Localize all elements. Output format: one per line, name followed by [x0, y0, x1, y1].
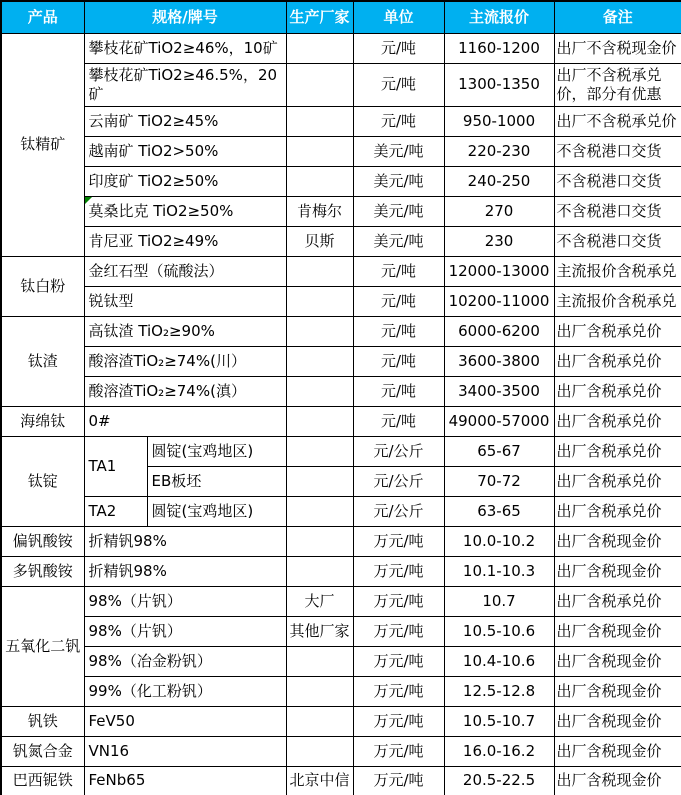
- price-cell: 63-65: [444, 496, 554, 526]
- note-cell: 出厂含税承兑价: [554, 466, 681, 496]
- header-manufacturer: 生产厂家: [286, 1, 353, 33]
- manufacturer-cell: [286, 676, 353, 706]
- manufacturer-cell: [286, 316, 353, 346]
- spec-cell: 99%（化工粉钒）: [84, 676, 286, 706]
- price-cell: 12000-13000: [444, 256, 554, 286]
- spec-cell: 98%（冶金粉钒）: [84, 646, 286, 676]
- note-cell: 主流报价含税承兑: [554, 256, 681, 286]
- note-cell: 主流报价含税承兑: [554, 286, 681, 316]
- table-row: [1, 556, 681, 586]
- note-cell: 不含税港口交货: [554, 226, 681, 256]
- table-row: [1, 616, 681, 646]
- product-cell: 多钒酸铵: [1, 556, 84, 586]
- cell-comment-marker-icon: [85, 197, 92, 204]
- table-row: [1, 226, 681, 256]
- spec-cell: 云南矿 TiO2≥45%: [84, 106, 286, 136]
- note-cell: 出厂含税承兑价: [554, 316, 681, 346]
- grade-cell: TA2: [84, 496, 147, 526]
- manufacturer-cell: [286, 166, 353, 196]
- header-unit: 单位: [353, 1, 444, 33]
- price-cell: 10.1-10.3: [444, 556, 554, 586]
- spec-cell: 98%（片钒）: [84, 586, 286, 616]
- table-row: [1, 646, 681, 676]
- unit-cell: 万元/吨: [353, 646, 444, 676]
- product-cell: 钛白粉: [1, 256, 84, 316]
- table-row: [1, 736, 681, 766]
- spec-cell: 0#: [84, 406, 286, 436]
- manufacturer-cell: [286, 706, 353, 736]
- note-cell: 出厂含税承兑价: [554, 376, 681, 406]
- manufacturer-cell: [286, 106, 353, 136]
- header-price: 主流报价: [444, 1, 554, 33]
- note-cell: 出厂含税现金价: [554, 706, 681, 736]
- price-cell: 220-230: [444, 136, 554, 166]
- table-row: [1, 33, 681, 63]
- price-cell: 10.4-10.6: [444, 646, 554, 676]
- spec-cell: 金红石型（硫酸法）: [84, 256, 286, 286]
- product-cell: 海绵钛: [1, 406, 84, 436]
- spec-cell: 折精钒98%: [84, 526, 286, 556]
- spec-cell: 锐钛型: [84, 286, 286, 316]
- manufacturer-cell: [286, 63, 353, 106]
- note-cell: 出厂含税现金价: [554, 766, 681, 795]
- table-row: [1, 496, 681, 526]
- table-row: [1, 766, 681, 795]
- unit-cell: 元/吨: [353, 316, 444, 346]
- unit-cell: 万元/吨: [353, 616, 444, 646]
- note-cell: 不含税港口交货: [554, 166, 681, 196]
- price-cell: 12.5-12.8: [444, 676, 554, 706]
- note-cell: 出厂含税现金价: [554, 736, 681, 766]
- unit-cell: 元/吨: [353, 286, 444, 316]
- table-row: [1, 406, 681, 436]
- header-note: 备注: [554, 1, 681, 33]
- table-row: [1, 106, 681, 136]
- manufacturer-cell: [286, 646, 353, 676]
- product-cell: 五氧化二钒: [1, 586, 84, 706]
- price-cell: 10200-11000: [444, 286, 554, 316]
- unit-cell: 美元/吨: [353, 226, 444, 256]
- unit-cell: 万元/吨: [353, 736, 444, 766]
- manufacturer-cell: 大厂: [286, 586, 353, 616]
- unit-cell: 美元/吨: [353, 136, 444, 166]
- note-cell: 不含税港口交货: [554, 196, 681, 226]
- manufacturer-cell: [286, 376, 353, 406]
- unit-cell: 万元/吨: [353, 676, 444, 706]
- table-row: [1, 196, 681, 226]
- unit-cell: 万元/吨: [353, 556, 444, 586]
- table-row: [1, 676, 681, 706]
- price-cell: 1160-1200: [444, 33, 554, 63]
- table-row: [1, 166, 681, 196]
- note-cell: 出厂含税承兑价: [554, 496, 681, 526]
- note-cell: 出厂含税承兑价: [554, 346, 681, 376]
- manufacturer-cell: [286, 496, 353, 526]
- price-cell: 950-1000: [444, 106, 554, 136]
- spec-cell: [84, 196, 286, 226]
- manufacturer-cell: [286, 466, 353, 496]
- header-row: [1, 1, 681, 33]
- note-cell: 出厂含税现金价: [554, 646, 681, 676]
- header-spec: 规格/牌号: [84, 1, 286, 33]
- price-cell: 70-72: [444, 466, 554, 496]
- manufacturer-cell: [286, 436, 353, 466]
- unit-cell: 元/吨: [353, 106, 444, 136]
- spec-cell: EB板坯: [147, 466, 286, 496]
- note-cell: 出厂含税承兑价: [554, 586, 681, 616]
- product-cell: 钛精矿: [1, 33, 84, 256]
- note-cell: 出厂不含税承兑价: [554, 106, 681, 136]
- unit-cell: 元/吨: [353, 406, 444, 436]
- price-cell: 270: [444, 196, 554, 226]
- unit-cell: 元/吨: [353, 33, 444, 63]
- table-row: [1, 136, 681, 166]
- note-cell: 出厂含税承兑价: [554, 436, 681, 466]
- manufacturer-cell: [286, 136, 353, 166]
- price-cell: 20.5-22.5: [444, 766, 554, 795]
- table-row: [1, 316, 681, 346]
- price-cell: 16.0-16.2: [444, 736, 554, 766]
- unit-cell: 元/公斤: [353, 466, 444, 496]
- unit-cell: 元/吨: [353, 346, 444, 376]
- manufacturer-cell: 其他厂家: [286, 616, 353, 646]
- manufacturer-cell: 北京中信: [286, 766, 353, 795]
- unit-cell: 元/吨: [353, 256, 444, 286]
- unit-cell: 美元/吨: [353, 166, 444, 196]
- note-cell: 出厂含税现金价: [554, 526, 681, 556]
- manufacturer-cell: [286, 526, 353, 556]
- price-cell: 10.5-10.6: [444, 616, 554, 646]
- price-cell: 49000-57000: [444, 406, 554, 436]
- unit-cell: 元/吨: [353, 63, 444, 106]
- spec-cell: 越南矿 TiO2>50%: [84, 136, 286, 166]
- table-row: [1, 376, 681, 406]
- spec-cell: 酸溶渣TiO₂≥74%(川）: [84, 346, 286, 376]
- product-cell: 钛锭: [1, 436, 84, 526]
- product-cell: 钛渣: [1, 316, 84, 406]
- manufacturer-cell: [286, 33, 353, 63]
- spec-cell: 攀枝花矿TiO2≥46%，10矿: [84, 33, 286, 63]
- table-row: [1, 63, 681, 106]
- unit-cell: 万元/吨: [353, 586, 444, 616]
- note-cell: 出厂含税现金价: [554, 616, 681, 646]
- price-cell: 230: [444, 226, 554, 256]
- manufacturer-cell: [286, 406, 353, 436]
- unit-cell: 美元/吨: [353, 196, 444, 226]
- unit-cell: 万元/吨: [353, 706, 444, 736]
- table-row: [1, 286, 681, 316]
- product-cell: 钒氮合金: [1, 736, 84, 766]
- manufacturer-cell: 肯梅尔: [286, 196, 353, 226]
- price-cell: 10.7: [444, 586, 554, 616]
- table-row: [1, 586, 681, 616]
- table-row: [1, 436, 681, 466]
- table-row: [1, 526, 681, 556]
- spec-cell: 圆锭(宝鸡地区): [147, 436, 286, 466]
- manufacturer-cell: 贝斯: [286, 226, 353, 256]
- price-cell: 3600-3800: [444, 346, 554, 376]
- product-cell: 偏钒酸铵: [1, 526, 84, 556]
- table-row: [1, 706, 681, 736]
- header-product: 产品: [1, 1, 84, 33]
- spec-cell: VN16: [84, 736, 286, 766]
- manufacturer-cell: [286, 346, 353, 376]
- spec-cell: 酸溶渣TiO₂≥74%(滇）: [84, 376, 286, 406]
- price-cell: 1300-1350: [444, 63, 554, 106]
- price-cell: 6000-6200: [444, 316, 554, 346]
- manufacturer-cell: [286, 256, 353, 286]
- unit-cell: 万元/吨: [353, 526, 444, 556]
- unit-cell: 万元/吨: [353, 766, 444, 795]
- spec-cell: 印度矿 TiO2≥50%: [84, 166, 286, 196]
- price-cell: 10.0-10.2: [444, 526, 554, 556]
- spec-cell: 98%（片钒）: [84, 616, 286, 646]
- note-cell: 出厂含税承兑价: [554, 406, 681, 436]
- note-cell: 出厂含税现金价: [554, 556, 681, 586]
- manufacturer-cell: [286, 736, 353, 766]
- spec-cell: 攀枝花矿TiO2≥46.5%，20矿: [84, 63, 286, 106]
- unit-cell: 元/公斤: [353, 436, 444, 466]
- product-cell: 钒铁: [1, 706, 84, 736]
- spec-cell: 圆锭(宝鸡地区): [147, 496, 286, 526]
- spec-cell: FeNb65: [84, 766, 286, 795]
- spec-cell: 折精钒98%: [84, 556, 286, 586]
- table-row: [1, 346, 681, 376]
- unit-cell: 元/公斤: [353, 496, 444, 526]
- note-cell: 出厂不含税现金价: [554, 33, 681, 63]
- manufacturer-cell: [286, 556, 353, 586]
- unit-cell: 元/吨: [353, 376, 444, 406]
- table-row: [1, 256, 681, 286]
- spec-cell: FeV50: [84, 706, 286, 736]
- note-cell: 不含税港口交货: [554, 136, 681, 166]
- spec-cell: 肯尼亚 TiO2≥49%: [84, 226, 286, 256]
- grade-cell: TA1: [84, 436, 147, 496]
- note-cell: 出厂含税现金价: [554, 676, 681, 706]
- price-cell: 65-67: [444, 436, 554, 466]
- spec-text: 莫桑比克 TiO2≥50%: [88, 201, 234, 220]
- note-cell: 出厂不含税承兑价，部分有优惠: [554, 63, 681, 106]
- price-cell: 3400-3500: [444, 376, 554, 406]
- price-cell: 10.5-10.7: [444, 706, 554, 736]
- price-cell: 240-250: [444, 166, 554, 196]
- spec-cell: 高钛渣 TiO₂≥90%: [84, 316, 286, 346]
- manufacturer-cell: [286, 286, 353, 316]
- product-cell: 巴西铌铁: [1, 766, 84, 795]
